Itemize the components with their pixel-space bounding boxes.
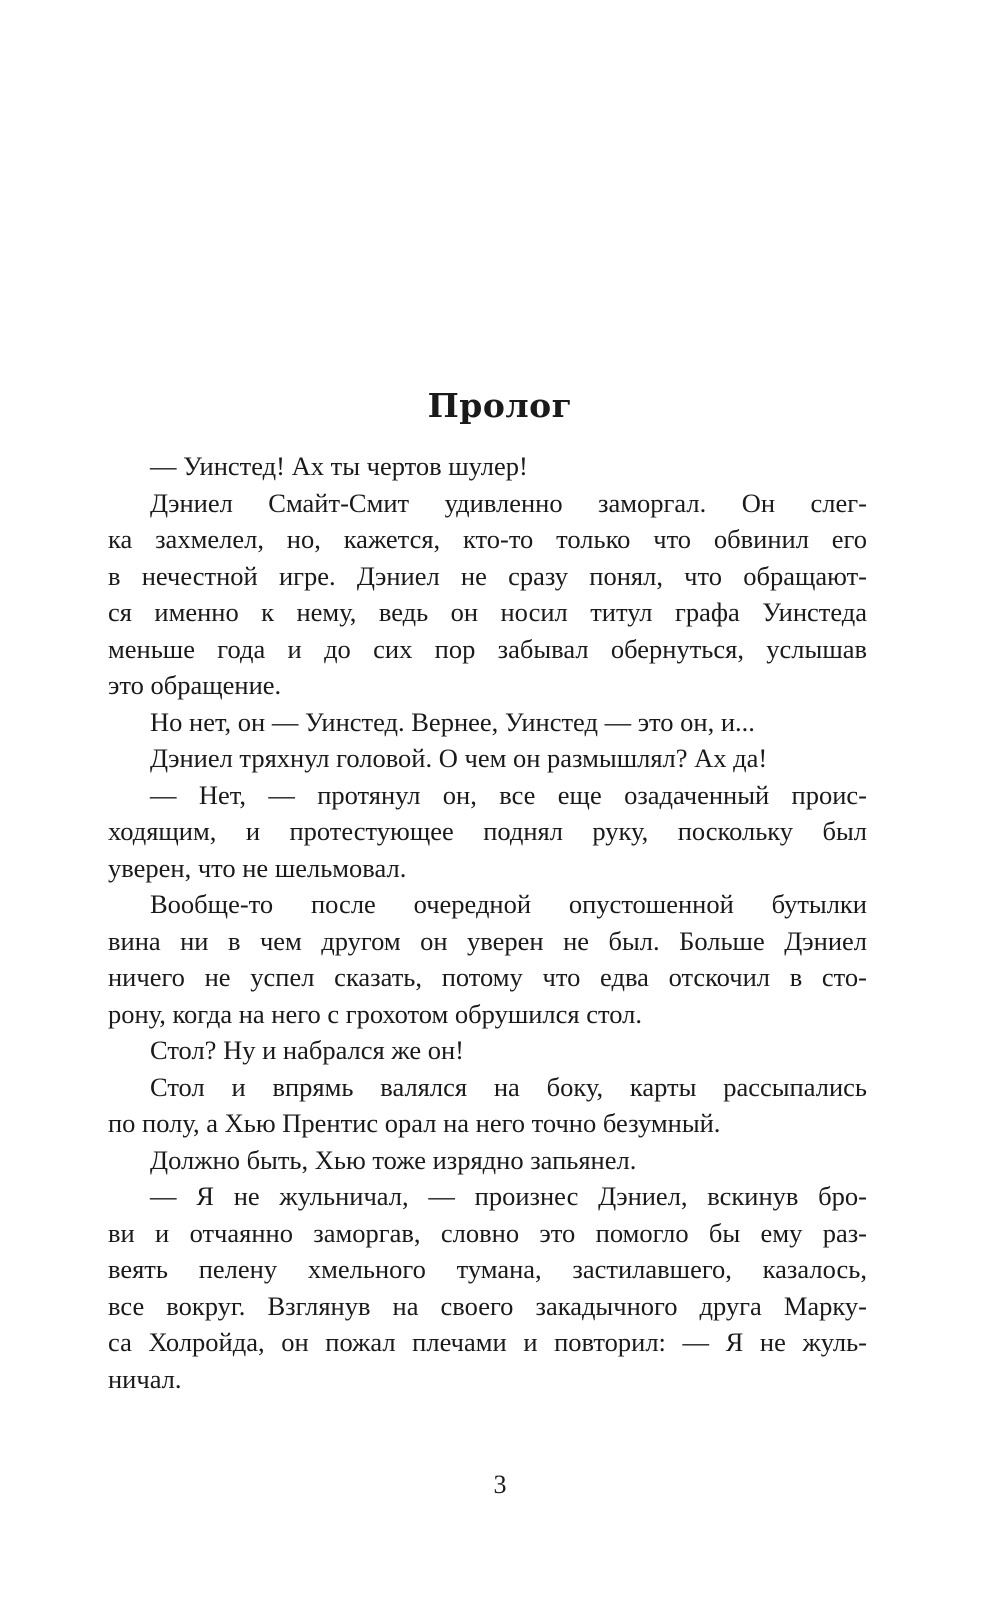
text-line: в нечестной игре. Дэниел не сразу понял, что обращают- xyxy=(108,560,867,591)
text-line: рону, когда на него с грохотом обрушился стол. xyxy=(108,998,642,1029)
text-line: Но нет, он — Уинстед. Вернее, Уинстед — это он, и... xyxy=(150,706,755,737)
text-line: ничего не успел сказать, потому что едва отскочил в сто- xyxy=(108,962,867,992)
paragraph xyxy=(108,1032,867,1069)
paragraph xyxy=(108,704,867,741)
text-line: ка захмелел, но, кажется, кто-то только что обвинил его xyxy=(108,524,867,554)
text-line: все вокруг. Взглянув на своего закадычного друга Марку- xyxy=(108,1290,867,1321)
text-line: веять пелену хмельного тумана, застилавшего, казалось, xyxy=(108,1254,867,1284)
paragraph xyxy=(108,485,867,704)
text-line: — Нет, — протянул он, все еще озадаченный проис- xyxy=(150,779,867,810)
chapter-title: Пролог xyxy=(427,386,573,425)
text-line: — Уинстед! Ах ты чертов шулер! xyxy=(150,451,528,481)
page-number: 3 xyxy=(493,1470,507,1499)
paragraph xyxy=(108,1069,867,1142)
body-text xyxy=(108,448,867,1397)
text-line: ничал. xyxy=(108,1363,182,1394)
text-line: ходящим, и протестующее поднял руку, поскольку был xyxy=(108,816,867,846)
text-line: уверен, что не шельмовал. xyxy=(108,852,407,883)
paragraph xyxy=(108,886,867,1032)
text-line: вина ни в чем другом он уверен не был. Больше Дэниел xyxy=(108,925,867,956)
text-line: — Я не жульничал, — произнес Дэниел, вскинув бро- xyxy=(150,1181,867,1211)
text-line: Должно быть, Хью тоже изрядно запьянел. xyxy=(150,1144,637,1175)
paragraph xyxy=(108,448,867,485)
text-line: по полу, а Хью Прентис орал на него точно безумный. xyxy=(108,1108,721,1138)
text-line: са Холройда, он пожал плечами и повторил: — Я не жуль- xyxy=(108,1327,867,1357)
text-line: Дэниел тряхнул головой. О чем он размышлял? Ах да! xyxy=(150,743,768,773)
paragraph xyxy=(108,1142,867,1179)
text-line: Стол и впрямь валялся на боку, карты рассыпались xyxy=(150,1071,867,1102)
text-line: ви и отчаянно заморгав, словно это помогло бы ему раз- xyxy=(108,1217,867,1248)
paragraph xyxy=(108,777,867,887)
text-line: Дэниел Смайт-Смит удивленно заморгал. Он слег- xyxy=(150,487,867,518)
text-line: меньше года и до сих пор забывал обернуться, услышав xyxy=(108,633,867,664)
text-line: Вообще-то после очередной опустошенной бутылки xyxy=(150,889,867,919)
text-line: ся именно к нему, ведь он носил титул графа Уинстеда xyxy=(108,597,867,627)
paragraph xyxy=(108,740,867,777)
text-line: это обращение. xyxy=(108,670,282,700)
text-line: Стол? Ну и набрался же он! xyxy=(150,1035,464,1065)
paragraph xyxy=(108,1178,867,1397)
